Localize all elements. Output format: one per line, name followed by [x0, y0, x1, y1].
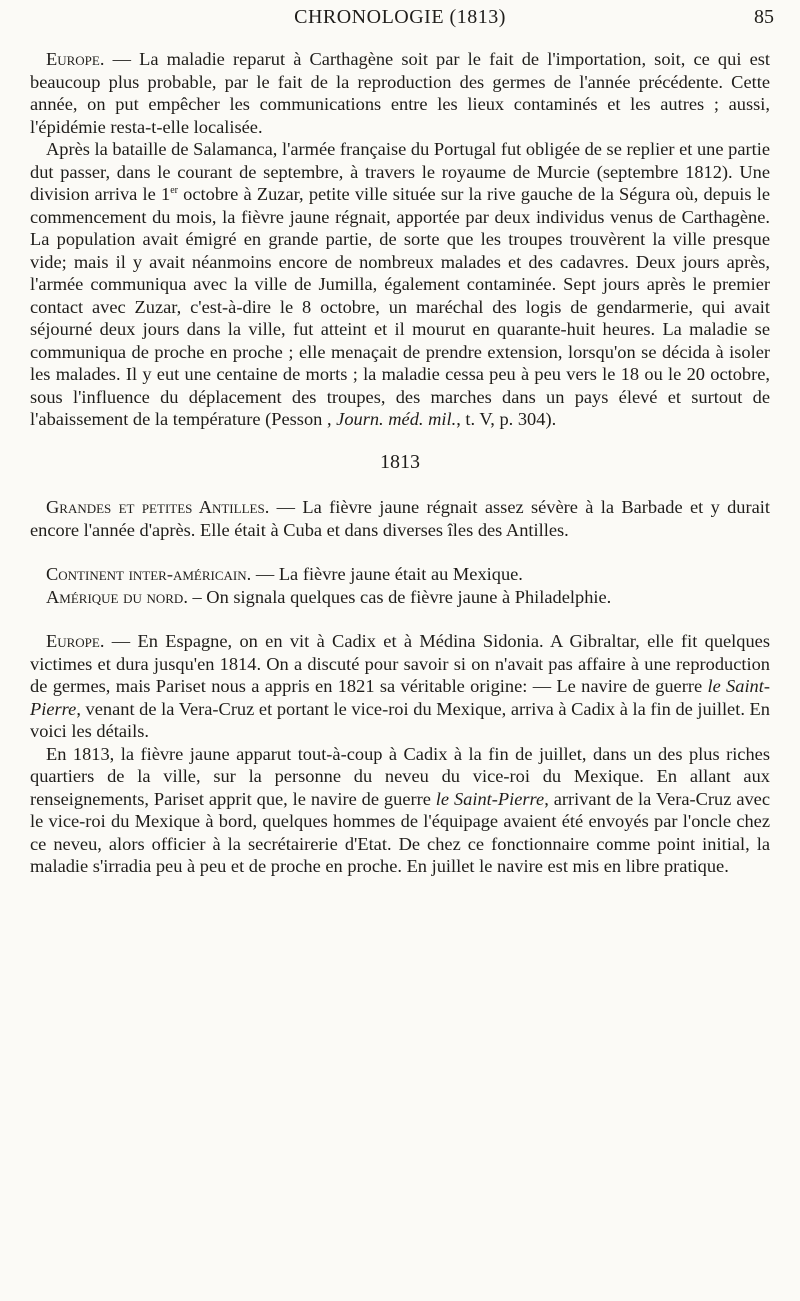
paragraph-europe-carthagene [30, 48, 770, 138]
section-heading: Europe [46, 631, 100, 651]
paragraph-text: , arrivant de la Vera-Cruz avec le vice-roi du Mexique à bord, quelques hommes de l'équipage avaient été envoyés par l'oncle chez ce neveu, alors officier à la secrétairerie d'Etat. De chez ce fonctionnaire comme point initial, la maladie s'irradia peu à peu et de proche en proche. En juillet le navire est mis en libre pratique. [30, 788, 770, 876]
ship-name: le Saint-Pierre [30, 676, 770, 719]
paragraph-text: Après la bataille de Salamanca, l'armée française du Portugal fut obligée de se replier et une partie dut passer, dans le courant de septembre, à travers le royaume de Murcie (septembre 1812). Une division arriva le 1 [30, 139, 770, 204]
section-heading: Continent inter-américain [46, 564, 247, 584]
paragraph-text: . — La maladie reparut à Carthagène soit par le fait de l'importation, soit, ce qui est beaucoup plus probable, par le fait de la reproduction des germes de l'année précédente. Cette année, on put empêcher les communications entre les lieux contaminés et les autres ; aussi, l'épidémie resta-t-elle localisée. [30, 49, 770, 137]
paragraph-europe-cadix [30, 630, 770, 743]
paragraph-text: . — La fièvre jaune régnait assez sévère à la Barbade et y durait encore l'année d'après. Elle était à Cuba et dans diverses îles des Antilles. [30, 497, 770, 540]
paragraph-text: En 1813, la fièvre jaune apparut tout-à-coup à Cadix à la fin de juillet, dans un des plus riches quartiers de la ville, sur la personne du neveu du vice-roi du Mexique. En allant aux renseignements, Pariset apprit que, le navire de guerre [30, 743, 770, 809]
paragraph-continent [30, 563, 770, 586]
ship-name: le Saint-Pierre [435, 788, 545, 809]
page-number: 85 [754, 6, 774, 28]
page-header [0, 6, 800, 36]
section-heading: Grandes et petites Antilles [46, 497, 265, 517]
paragraph-text: , venant de la Vera-Cruz et portant le vice-roi du Mexique, arriva à Cadix à la fin de juillet. En voici les détails. [30, 698, 770, 741]
section-heading: Europe [46, 49, 100, 69]
paragraph-text: . – On signala quelques cas de fièvre jaune à Philadelphie. [183, 586, 612, 607]
body-text [30, 48, 770, 878]
paragraph-text: . — En Espagne, on en vit à Cadix et à Médina Sidonia. A Gibraltar, elle fit quelques victimes et dura jusqu'en 1814. On a discuté pour savoir si on n'avait pas affaire à une reproduction de germes, mais Pariset nous a appris en 1821 sa véritable origine: — Le navire de guerre [30, 631, 770, 696]
section-heading: Amérique du nord [46, 586, 184, 607]
paragraph-amerique-nord [30, 586, 770, 609]
spacer [30, 541, 770, 563]
paragraph-1813-cadix [30, 743, 770, 878]
spacer [30, 608, 770, 630]
paragraph-text: , t. V, p. 304). [456, 409, 557, 429]
paragraph-text: octobre à Zuzar, petite ville située sur la rive gauche de la Ségura où, depuis le commencement du mois, la fièvre jaune régnait, apportée par deux individus venus de Carthagène. La population avait émigré en grande partie, de sorte que les troupes trouvèrent la ville presque vide; mais il y avait néanmoins encore de nombreux malades et des cadavres. Deux jours après, l'armée communiqua avec la ville de Jumilla, également contaminée. Sept jours après le premier contact avec Zuzar, c'est-à-dire le 8 octobre, un maréchal des logis de gendarmerie, qui avait séjourné deux jours dans la ville, fut atteint et il mourut en quarante-huit heures. La maladie se communiqua de proche en proche ; elle menaçait de prendre extension, lorsqu'on se décida à isoler les malades. Il y eut une centaine de morts ; la maladie cessa peu à peu vers le 18 ou le 20 octobre, sous l'influence du déplacement des troupes, des marches dans un pays élevé et surtout de l'abaissement de la température (Pesson , [30, 184, 770, 429]
paragraph-antilles [30, 496, 770, 541]
journal-citation: Journ. méd. mil. [336, 409, 457, 429]
year-heading: 1813 [380, 450, 420, 473]
paragraph-salamanca [30, 138, 770, 431]
superscript: er [170, 184, 178, 196]
running-title: CHRONOLOGIE (1813) [294, 6, 506, 28]
paragraph-text: . — La fièvre jaune était au Mexique. [246, 564, 523, 584]
